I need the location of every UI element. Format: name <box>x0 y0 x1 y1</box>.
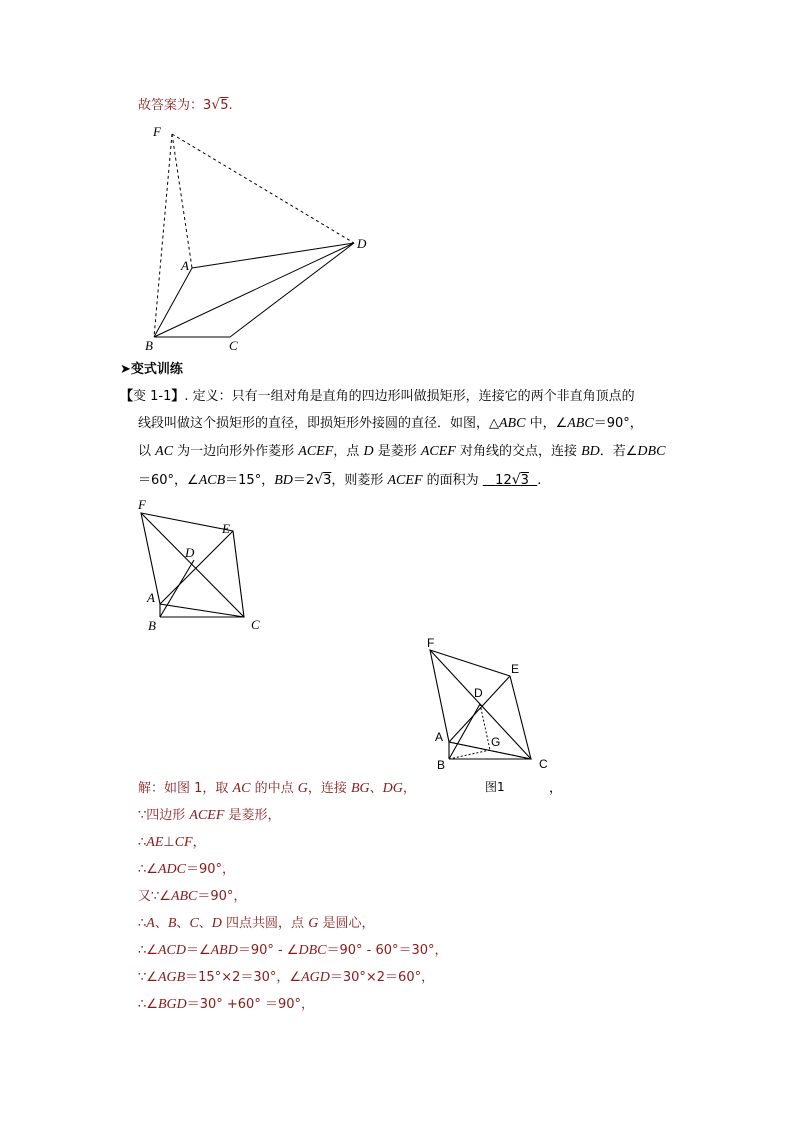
text: ，则菱形 <box>331 473 388 488</box>
math: DG <box>382 781 403 796</box>
problem-line-4 <box>138 471 541 490</box>
label-F-mid: F <box>138 497 146 512</box>
text: ＝60°，∠ <box>138 473 199 488</box>
math: ACD <box>157 943 186 958</box>
math: ACEF <box>420 444 456 459</box>
solution-line-1 <box>138 780 416 798</box>
math: B <box>167 916 177 931</box>
answer-radicand: 5 <box>220 98 229 113</box>
math: G <box>297 781 308 796</box>
problem-line-1 <box>120 388 635 406</box>
math: BD <box>581 444 600 459</box>
math: AGD <box>301 970 330 985</box>
math: A <box>146 916 155 931</box>
line-AC-fig1 <box>449 742 531 759</box>
math: AE <box>146 835 164 850</box>
math: AC <box>155 444 174 459</box>
solution-line-9 <box>138 996 314 1014</box>
math: DBC <box>637 444 666 459</box>
text: ，连接 <box>307 781 351 796</box>
text: ＝90°， <box>593 416 643 431</box>
answer-line <box>138 96 233 115</box>
solution-line-4 <box>138 861 235 879</box>
solution-line-7 <box>138 942 448 960</box>
math: ABD <box>210 943 238 958</box>
text: ＝15°， <box>225 473 275 488</box>
section-title: 变式训练 <box>130 362 183 377</box>
text: ＝90° - ∠ <box>237 943 299 958</box>
math: D <box>211 916 222 931</box>
text: 的面积为 <box>422 473 483 488</box>
text: 解：如图 1，取 <box>138 781 233 796</box>
solution-line-3 <box>138 834 206 852</box>
problem-tag: 变 1-1 <box>133 389 172 404</box>
answer-value: 12 <box>495 473 512 488</box>
text: ∴ <box>138 835 147 850</box>
solution-line-5 <box>138 888 246 906</box>
text: ＝30° +60° ＝90°， <box>186 997 315 1012</box>
label-D-top: D <box>357 236 367 251</box>
text: 四点共圆，点 <box>221 916 309 931</box>
text: ∴ <box>138 916 147 931</box>
line-FB <box>154 134 172 337</box>
text: 线段叫做这个损矩形的直径，即损矩形外接圆的直径．如图，△ <box>138 416 499 431</box>
text: ，点 <box>333 444 364 459</box>
answer-radicand: 3 <box>520 473 529 488</box>
text: ， <box>402 781 416 796</box>
line-BG-fig1 <box>449 750 490 759</box>
line-BD-fig1 <box>449 704 480 759</box>
text: . <box>537 473 542 488</box>
text: ＝90°， <box>185 862 235 877</box>
text: 的中点 <box>250 781 298 796</box>
text: 是菱形， <box>224 808 281 823</box>
bracket-open: 【 <box>120 389 134 404</box>
solution-line-2 <box>138 807 281 825</box>
label-F-fig1: F <box>427 636 435 650</box>
section-header <box>120 361 183 379</box>
problem-line-2 <box>138 415 643 433</box>
text: ＝90°， <box>197 889 247 904</box>
line-AD <box>192 243 354 268</box>
text: 、 <box>154 916 168 931</box>
label-A-mid: A <box>147 590 155 605</box>
label-D-fig1: D <box>474 686 483 700</box>
text: 又∵∠ <box>138 889 171 904</box>
text: 、 <box>369 781 383 796</box>
line-BD <box>160 560 194 617</box>
math: BGD <box>157 997 187 1012</box>
text: ， <box>192 835 206 850</box>
text: ∴∠ <box>138 997 158 1012</box>
text: ∴∠ <box>138 943 158 958</box>
text: ∵四边形 <box>138 808 190 823</box>
text: ＝90° - 60°＝30°， <box>326 943 448 958</box>
text: 以 <box>138 444 156 459</box>
problem-line-3 <box>138 443 665 461</box>
sqrt-symbol: √ <box>314 472 324 488</box>
text: ＝15°×2＝30°，∠ <box>185 970 302 985</box>
line-FD <box>172 134 354 243</box>
label-C-mid: C <box>251 617 260 632</box>
label-G-fig1: G <box>491 735 501 749</box>
math: ABC <box>170 889 198 904</box>
label-F-top: F <box>153 124 161 139</box>
sqrt-symbol: √ <box>211 97 221 113</box>
math: AGB <box>157 970 186 985</box>
sqrt-symbol: √ <box>511 472 521 488</box>
label-C-fig1: C <box>539 757 548 771</box>
label-E-mid: E <box>222 521 230 536</box>
text: ＝2 <box>292 473 315 488</box>
label-E-fig1: E <box>511 662 520 676</box>
solution-line-6 <box>138 915 374 933</box>
math: ACEF <box>387 473 423 488</box>
text: ⊥ <box>163 835 175 850</box>
text: ＝30°×2＝60°， <box>329 970 435 985</box>
solution-line-1-tail: ， <box>549 781 563 796</box>
math: CF <box>174 835 193 850</box>
math: ACEF <box>298 444 334 459</box>
arrow-icon: ➤ <box>120 362 131 377</box>
label-A-top: A <box>181 258 189 273</box>
math: BD <box>274 473 293 488</box>
answer-prefix: 故答案为：3 <box>138 98 212 113</box>
line-CD <box>230 243 354 337</box>
diag-AE <box>160 531 233 604</box>
math: ACEF <box>189 808 225 823</box>
radicand: 3 <box>323 473 332 488</box>
math: ACB <box>198 473 226 488</box>
math: ADC <box>157 862 186 877</box>
line-DG-fig1 <box>480 704 490 750</box>
text: 中，∠ <box>525 416 568 431</box>
text: ＝∠ <box>185 943 211 958</box>
text: ∴∠ <box>138 862 158 877</box>
line-FA <box>172 134 192 268</box>
figure-caption: 图1 <box>485 780 505 794</box>
text: ．若∠ <box>599 444 638 459</box>
math: D <box>363 444 374 459</box>
text: 是圆心， <box>318 916 375 931</box>
text: 为一边向形外作菱形 <box>173 444 299 459</box>
label-A-fig1: A <box>435 730 444 744</box>
line-AB <box>154 268 192 337</box>
math: ABC <box>499 416 526 431</box>
math: ABC <box>567 416 594 431</box>
math: AC <box>232 781 251 796</box>
text: 对角线的交点，连接 <box>455 444 582 459</box>
math: BG <box>350 781 370 796</box>
math: C <box>189 916 199 931</box>
solution-line-8 <box>138 969 434 987</box>
math: DBC <box>298 943 327 958</box>
bracket-close: 】 <box>171 389 185 404</box>
label-B-mid: B <box>148 618 156 633</box>
label-B-top: B <box>145 338 153 353</box>
label-C-top: C <box>229 338 238 353</box>
answer-end: . <box>228 98 233 113</box>
text: 是菱形 <box>373 444 421 459</box>
label-D-mid: D <box>185 545 195 560</box>
text: 、 <box>198 916 212 931</box>
text: 、 <box>176 916 190 931</box>
problem-text-1: . 定义：只有一组对角是直角的四边形叫做损矩形，连接它的两个非直角顶点的 <box>184 389 635 404</box>
text: ∵∠ <box>138 970 158 985</box>
math: G <box>308 916 319 931</box>
label-B-fig1: B <box>437 758 446 772</box>
answer-blank <box>483 473 537 488</box>
